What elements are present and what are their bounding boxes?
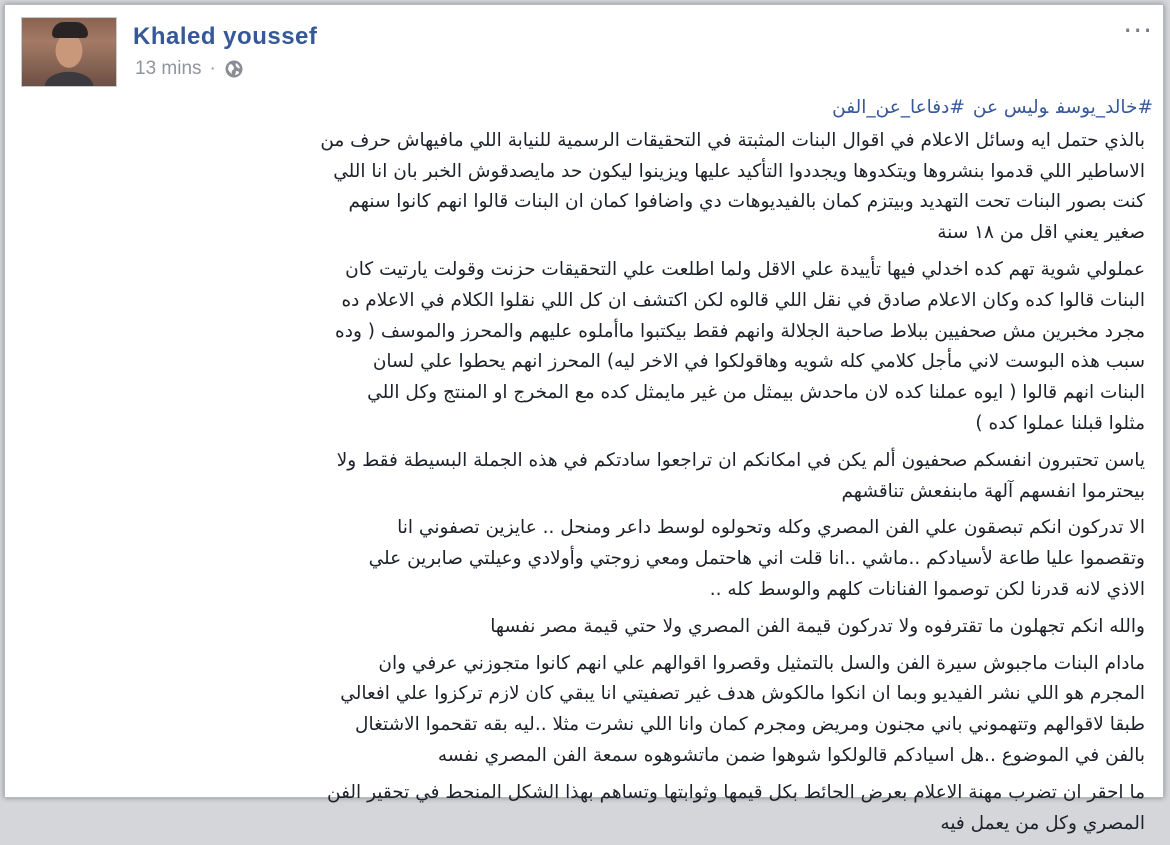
post-header [5,5,1163,101]
meta-separator: · [209,58,216,79]
hashtag-khaled-youssef[interactable]: #خالد_يوسف [1056,97,1153,118]
hashtag-connector: وليس عن [972,97,1049,118]
avatar-hair [52,22,88,38]
post-paragraphs [15,126,1153,840]
post-text-line: مثلوا قبلنا عملوا كده ) [975,412,1145,434]
post-text-line: البنات انهم قالوا ( ايوه عملنا كده لان ماحدش بيمثل من غير مايمثل كده مع المخرج او المنتج وكل اللي [367,382,1145,404]
post-text-line: بيحترموا انفسهم آلهة مابنفعش تناقشهم [841,480,1145,502]
post-paragraph [15,649,1153,772]
post-text-line: الاساطير اللي قدموا بنشروها ويتكدوها ويجددوا التأكيد عليها ويزينوا ليكون حد مايصدقوش الخبر بان انا اللي [333,160,1145,182]
post-text-line: عملولي شوية تهم كده اخدلي فيها تأييدة علي الاقل ولما اطلعت علي التحقيقات حزنت وقولت يارتيت كان [345,258,1145,280]
post-text-line: بالذي حتمل ايه وسائل الاعلام في اقوال البنات المثبتة في التحقيقات الرسمية للنيابة اللي مافيهاش حرف من [320,129,1145,151]
avatar[interactable] [21,17,117,87]
post-meta [135,58,244,80]
post-text-line: مادام البنات ماجبوش سيرة الفن والسل بالتمثيل وقصروا اقوالهم علي انهم كانوا متجوزني عرفي وان [378,652,1145,674]
post-text-line: الا تدركون انكم تبصقون علي الفن المصري وكله وتحولوه لوسط داعر ومنحل .. عايزين تصفوني انا [397,517,1145,539]
post-paragraph [15,446,1153,508]
post-text-line: المصري وكل من يعمل فيه [940,812,1145,834]
post-paragraph [15,255,1153,440]
post-text-line: كنت بصور البنات تحت التهديد وبيتزم كمان بالفيديوهات دي واضافوا كمان ان البنات قالوا انهم كانوا سنهم [348,191,1145,213]
post-card [4,4,1164,834]
globe-icon[interactable] [224,59,244,79]
post-text-line: سبب هذه البوست لاني مأجل كلامي كله شويه وهاقولكوا في الاخر ليه) المحرز انهم يحطوا علي لسان [372,351,1145,373]
post-text-line: مجرد مخبرين مش صحفيين ببلاط صاحبة الجلالة وانهم فقط بيكتبوا ماأملوه عليهم والمحرز والموسف ( وده [335,320,1145,342]
post-text-line: بالفن في الموضوع ..هل اسيادكم قالولكوا شوهوا ضمن ماتشوهوه سمعة الفن المصري نفسه [437,744,1145,766]
author-name[interactable]: Khaled youssef [133,23,318,50]
post-paragraph [15,126,1153,249]
post-paragraph [15,778,1153,840]
post-body [15,93,1153,845]
hashtag-line [15,93,1153,124]
post-text-line: المجرم هو اللي نشر الفيديو وبما ان انكوا مالكوش هدف غير تصفيتي انا يبقي كان لازم تركزوا علي افعالي [340,683,1145,705]
post-text-line: ياسن تحتبرون انفسكم صحفيون ألم يكن في امكانكم ان تراجعوا سادتكم في هذه الجملة البسيطة فقط ولا [336,449,1145,471]
post-text-line: صغير يعني اقل من ١٨ سنة [937,222,1145,244]
post-text-line: الاذي لانه قدرنا لكن توصموا الفنانات كلهم والوسط كله .. [709,578,1145,600]
post-paragraph [15,513,1153,605]
hashtag-defending-art[interactable]: #دفاعا_عن_الفن [832,97,965,118]
post-text-line: والله انكم تجهلون ما تقترفوه ولا تدركون قيمة الفن المصري ولا حتي قيمة مصر نفسها [490,615,1145,637]
timestamp[interactable]: 13 mins [135,58,202,79]
more-options-icon[interactable]: ··· [1123,14,1153,47]
post-text-line: ما احقر ان تضرب مهنة الاعلام بعرض الحائط بكل قيمها وثوابتها وتساهم بهذا الشكل المنحط في تحقير الفن [326,781,1145,803]
post-text-line: وتقصموا عليا طاعة لأسيادكم ..ماشي ..انا قلت اني هاحتمل ومعي زوجتي وأولادي وعيلتي صابرين علي [368,548,1145,570]
post-text-line: البنات قالوا كده وكان الاعلام صادق في نقل اللي قالوه لكن اكتشف ان كل اللي نقلوا الكلام في الاعلام ده [341,289,1145,311]
post-text-line: طبقا لاقوالهم وتتهموني باني مجنون ومريض ومجرم كمان وانا اللي نشرت مثلا ..ليه بقه تقحموا الاشتغال [355,714,1145,736]
post-paragraph [15,612,1153,643]
